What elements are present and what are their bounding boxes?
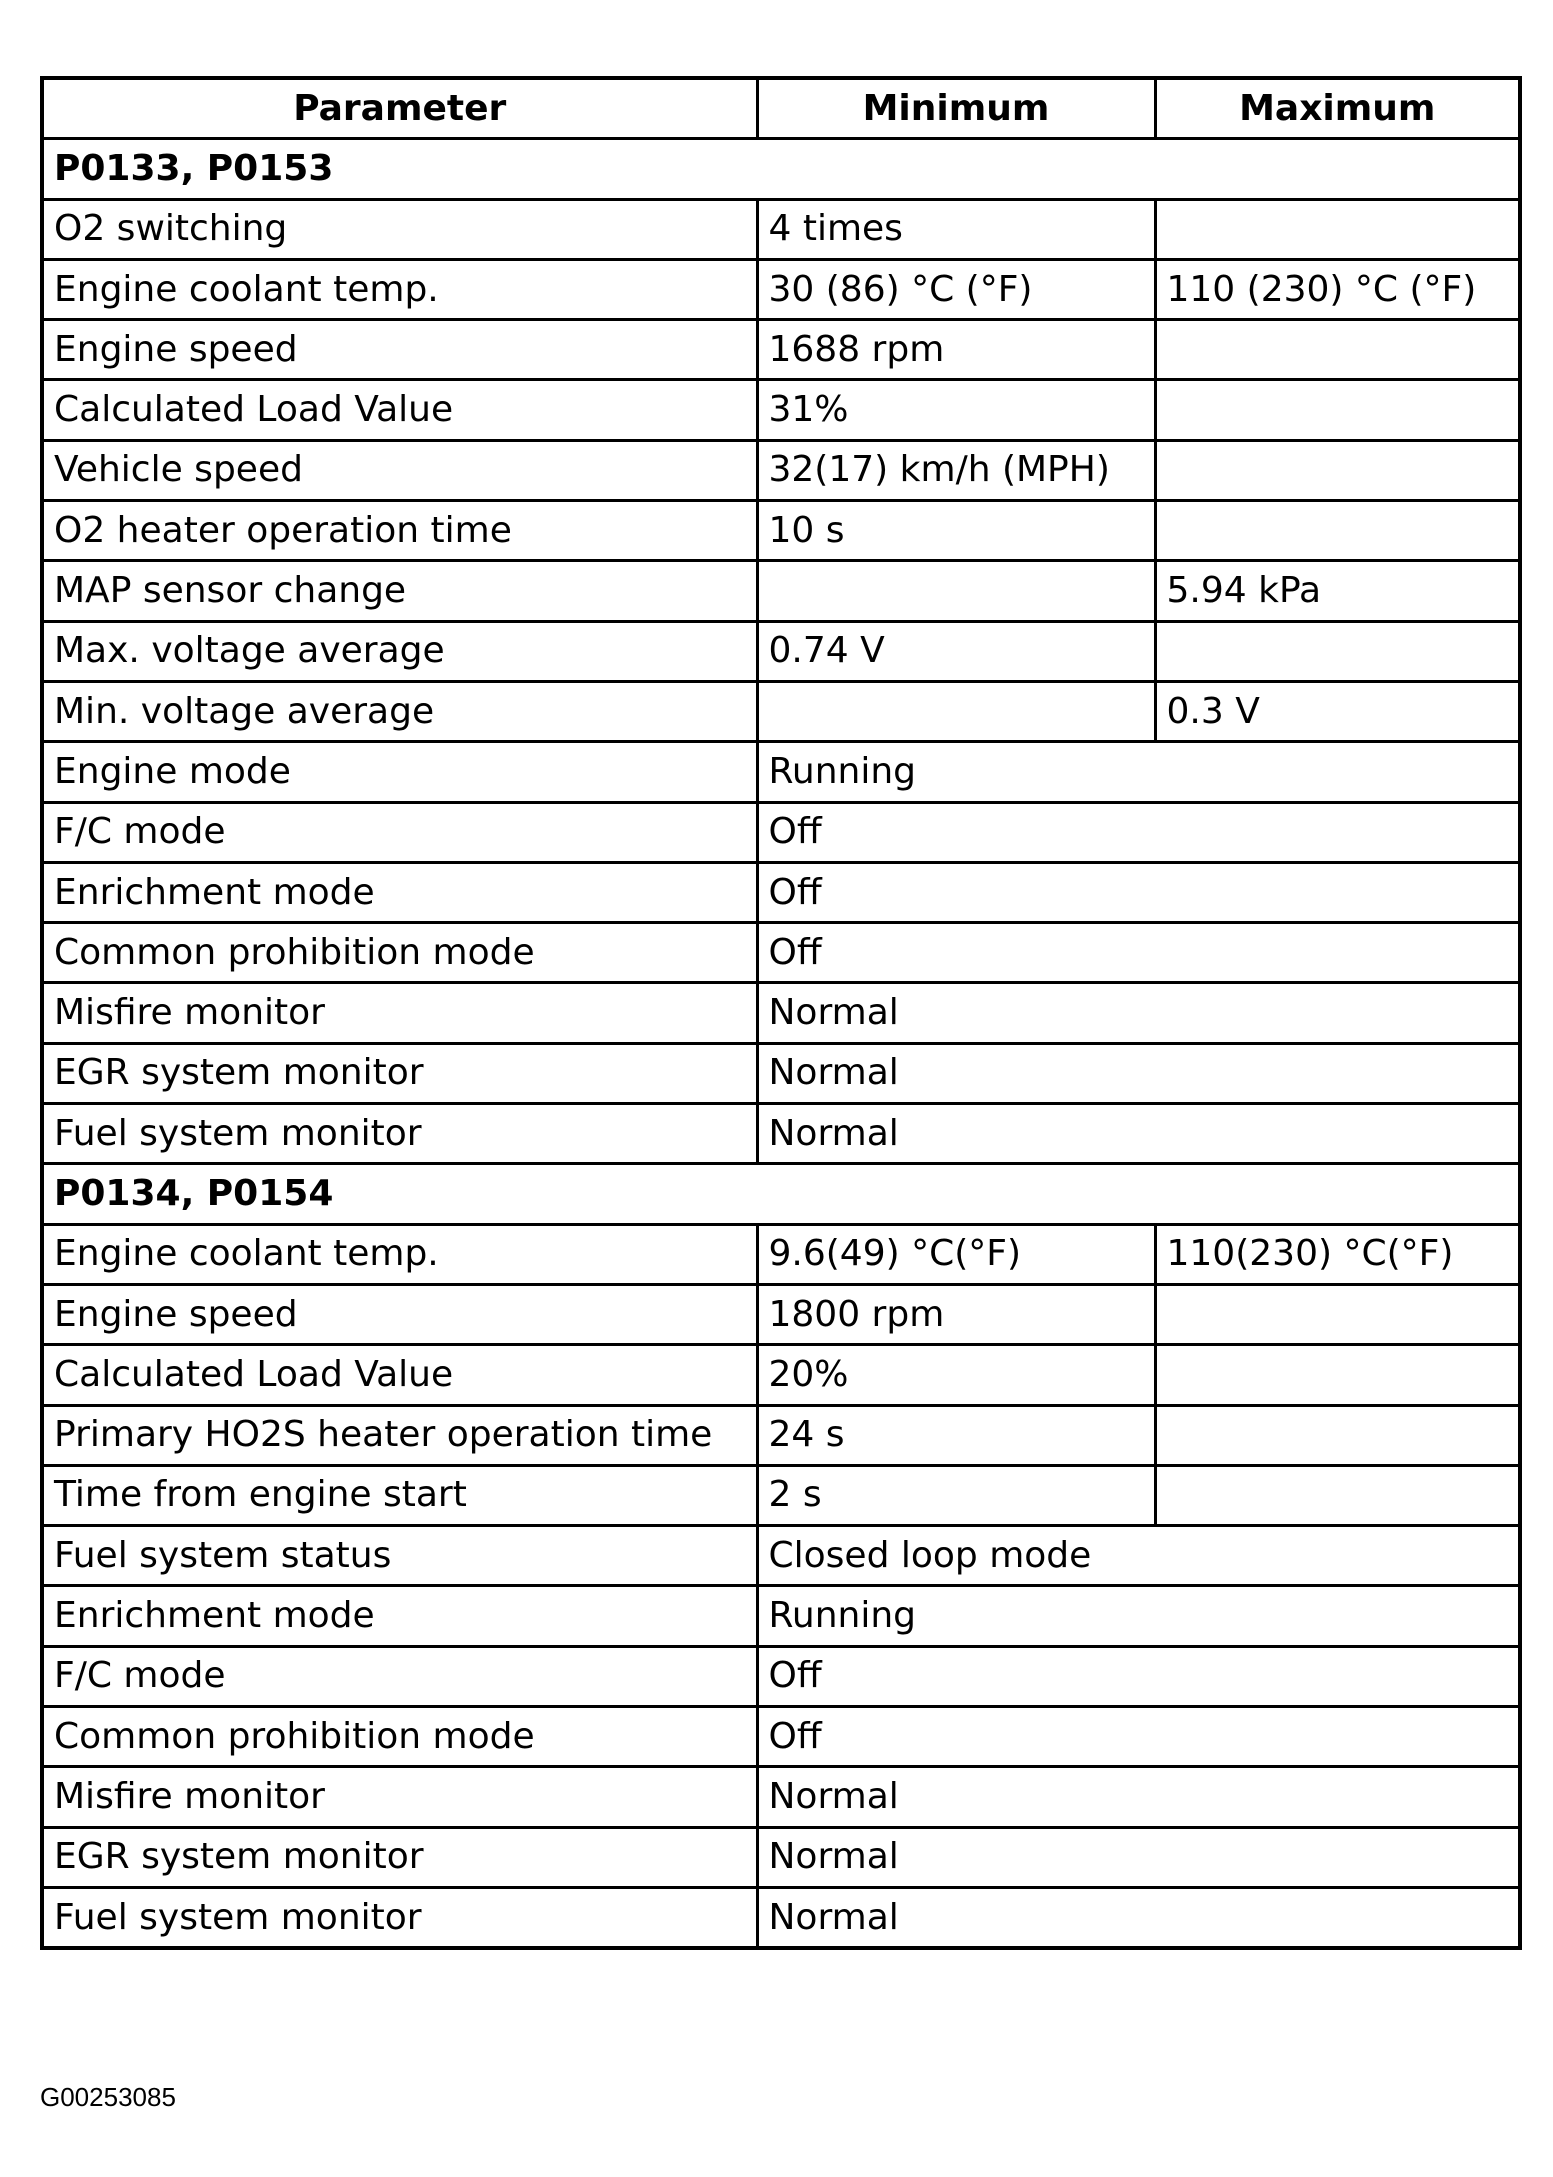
value-cell: Normal	[757, 1827, 1520, 1887]
min-cell: 31%	[757, 380, 1155, 440]
param-cell: Min. voltage average	[42, 681, 757, 741]
table-row	[42, 681, 1520, 741]
parameter-table	[40, 76, 1522, 1950]
param-cell: Engine coolant temp.	[42, 259, 757, 319]
table-row	[42, 1827, 1520, 1887]
param-cell: Engine coolant temp.	[42, 1224, 757, 1284]
param-cell: Common prohibition mode	[42, 923, 757, 983]
param-cell: O2 switching	[42, 199, 757, 259]
table-row	[42, 862, 1520, 922]
table-row	[42, 1043, 1520, 1103]
param-cell: F/C mode	[42, 802, 757, 862]
value-cell: Closed loop mode	[757, 1526, 1520, 1586]
param-cell: F/C mode	[42, 1646, 757, 1706]
min-cell: 30 (86) °C (°F)	[757, 259, 1155, 319]
min-cell: 0.74 V	[757, 621, 1155, 681]
table-row	[42, 1707, 1520, 1767]
max-cell: 5.94 kPa	[1155, 561, 1520, 621]
header-parameter: Parameter	[42, 78, 757, 139]
max-cell	[1155, 501, 1520, 561]
group-header-row	[42, 1164, 1520, 1224]
value-cell: Normal	[757, 1887, 1520, 1948]
min-cell: 24 s	[757, 1405, 1155, 1465]
max-cell	[1155, 1465, 1520, 1525]
value-cell: Running	[757, 1586, 1520, 1646]
table-row	[42, 1646, 1520, 1706]
min-cell: 20%	[757, 1345, 1155, 1405]
table-body	[42, 139, 1520, 1948]
value-cell: Normal	[757, 1767, 1520, 1827]
table-row	[42, 501, 1520, 561]
min-cell: 1688 rpm	[757, 320, 1155, 380]
max-cell	[1155, 199, 1520, 259]
table-row	[42, 1104, 1520, 1164]
value-cell: Off	[757, 923, 1520, 983]
table-row	[42, 1405, 1520, 1465]
param-cell: Calculated Load Value	[42, 1345, 757, 1405]
value-cell: Normal	[757, 983, 1520, 1043]
table-row	[42, 1586, 1520, 1646]
min-cell: 32(17) km/h (MPH)	[757, 440, 1155, 500]
max-cell	[1155, 621, 1520, 681]
max-cell: 0.3 V	[1155, 681, 1520, 741]
table-row	[42, 1465, 1520, 1525]
param-cell: Enrichment mode	[42, 862, 757, 922]
table-row	[42, 923, 1520, 983]
table-row	[42, 320, 1520, 380]
header-maximum: Maximum	[1155, 78, 1520, 139]
param-cell: Vehicle speed	[42, 440, 757, 500]
table-row	[42, 1345, 1520, 1405]
param-cell: Fuel system monitor	[42, 1887, 757, 1948]
max-cell	[1155, 1284, 1520, 1344]
max-cell	[1155, 320, 1520, 380]
param-cell: Engine speed	[42, 1284, 757, 1344]
param-cell: Fuel system status	[42, 1526, 757, 1586]
table-row	[42, 1887, 1520, 1948]
param-cell: Misfire monitor	[42, 1767, 757, 1827]
param-cell: Fuel system monitor	[42, 1104, 757, 1164]
table-row	[42, 561, 1520, 621]
max-cell	[1155, 1345, 1520, 1405]
param-cell: EGR system monitor	[42, 1827, 757, 1887]
value-cell: Running	[757, 742, 1520, 802]
min-cell	[757, 681, 1155, 741]
min-cell: 10 s	[757, 501, 1155, 561]
value-cell: Off	[757, 802, 1520, 862]
min-cell: 2 s	[757, 1465, 1155, 1525]
min-cell: 9.6(49) °C(°F)	[757, 1224, 1155, 1284]
param-cell: Calculated Load Value	[42, 380, 757, 440]
group-title: P0134, P0154	[42, 1164, 1520, 1224]
table-row	[42, 802, 1520, 862]
value-cell: Normal	[757, 1104, 1520, 1164]
table-row	[42, 1224, 1520, 1284]
table-row	[42, 259, 1520, 319]
min-cell: 4 times	[757, 199, 1155, 259]
value-cell: Off	[757, 1646, 1520, 1706]
param-cell: Time from engine start	[42, 1465, 757, 1525]
value-cell: Off	[757, 1707, 1520, 1767]
table-row	[42, 440, 1520, 500]
table-row	[42, 1526, 1520, 1586]
min-cell: 1800 rpm	[757, 1284, 1155, 1344]
group-header-row	[42, 139, 1520, 199]
figure-id: G00253085	[40, 2082, 176, 2112]
max-cell	[1155, 380, 1520, 440]
header-minimum: Minimum	[757, 78, 1155, 139]
param-cell: Engine mode	[42, 742, 757, 802]
table-row	[42, 1767, 1520, 1827]
param-cell: Enrichment mode	[42, 1586, 757, 1646]
param-cell: Misfire monitor	[42, 983, 757, 1043]
max-cell	[1155, 1405, 1520, 1465]
param-cell: EGR system monitor	[42, 1043, 757, 1103]
max-cell	[1155, 440, 1520, 500]
param-cell: Primary HO2S heater operation time	[42, 1405, 757, 1465]
param-cell: Engine speed	[42, 320, 757, 380]
group-title: P0133, P0153	[42, 139, 1520, 199]
table-row	[42, 742, 1520, 802]
table-row	[42, 983, 1520, 1043]
table-row	[42, 199, 1520, 259]
value-cell: Normal	[757, 1043, 1520, 1103]
min-cell	[757, 561, 1155, 621]
param-cell: MAP sensor change	[42, 561, 757, 621]
param-cell: O2 heater operation time	[42, 501, 757, 561]
param-cell: Max. voltage average	[42, 621, 757, 681]
max-cell: 110(230) °C(°F)	[1155, 1224, 1520, 1284]
max-cell: 110 (230) °C (°F)	[1155, 259, 1520, 319]
table-row	[42, 621, 1520, 681]
table-row	[42, 380, 1520, 440]
table-row	[42, 1284, 1520, 1344]
param-cell: Common prohibition mode	[42, 1707, 757, 1767]
header-row	[42, 78, 1520, 139]
value-cell: Off	[757, 862, 1520, 922]
